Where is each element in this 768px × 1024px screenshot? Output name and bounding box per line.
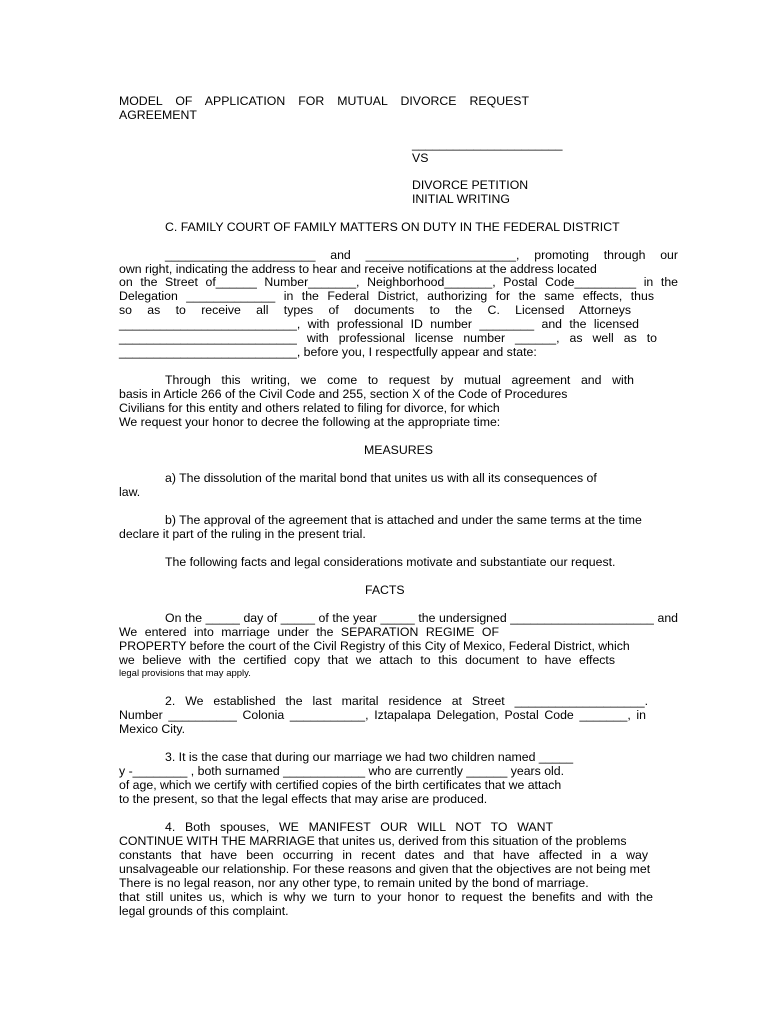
request-line: basis in Article 266 of the Civil Code and 255, section X of the Code of Procedures [119,387,568,401]
fact-1-line: we believe with the certified copy that we attach to this document to have effects [119,653,615,667]
motivation-line: The following facts and legal considerations motivate and substantiate our request. [165,555,616,569]
document-title-line-1: MODEL OF APPLICATION FOR MUTUAL DIVORCE REQUEST [119,94,529,108]
document-title-line-2: AGREEMENT [119,108,197,122]
fact-4-line: unsalvageable our relationship. For these reasons and given that the objectives are not being met [119,862,651,876]
fact-2-line: Mexico City. [119,722,186,736]
request-line: We request your honor to decree the following at the appropriate time: [119,415,501,429]
intro-line: own right, indicating the address to hear and receive notifications at the address located [119,262,597,276]
intro-line: Delegation _____________ in the Federal District, authorizing for the same effects, thus [119,289,654,303]
petition-type: DIVORCE PETITION [412,178,529,192]
fact-3-line: 3. It is the case that during our marriage we had two children named _____ [165,750,574,764]
fact-2-line: Number __________ Colonia ___________, Iztapalapa Delegation, Postal Code _______, in [119,708,646,722]
fact-4-line: CONTINUE WITH THE MARRIAGE that unites us, derived from this situation of the problems [119,834,627,848]
measure-a-line: a) The dissolution of the marital bond that unites us with all its consequences of [165,471,597,485]
request-line: Civilians for this entity and others related to filing for divorce, for which [119,401,500,415]
fact-4-line: legal grounds of this complaint. [119,904,289,918]
fact-4-line: There is no legal reason, nor any other type, to remain united by the bond of marriage. [119,876,589,890]
vs-label: VS [412,151,429,165]
fact-1-line: PROPERTY before the court of the Civil Registry of this City of Mexico, Federal District, which [119,639,630,653]
facts-heading: FACTS [365,583,405,597]
intro-line: on the Street of______ Number_______, Neighborhood_______, Postal Code_________ in the [119,275,678,289]
fact-4-line: 4. Both spouses, WE MANIFEST OUR WILL NOT TO WANT [165,820,553,834]
court-heading: C. FAMILY COURT OF FAMILY MATTERS ON DUTY IN THE FEDERAL DISTRICT [165,220,620,234]
request-line: Through this writing, we come to request by mutual agreement and with [165,373,634,387]
fact-4-line: constants that have been occurring in recent dates and that have affected in a way [119,848,648,862]
fact-3-line: to the present, so that the legal effects that may arise are produced. [119,792,488,806]
intro-line: __________________________, before you, I respectfully appear and state: [119,345,537,359]
intro-line: __________________________ with professional license number ______, as well as to [119,331,657,345]
fact-3-line: of age, which we certify with certified copies of the birth certificates that we attach [119,778,562,792]
writing-type: INITIAL WRITING [412,192,510,206]
fact-4-line: that still unites us, which is why we turn to your honor to request the benefits and with the [119,890,653,904]
intro-line: __________________________, with professional ID number ________ and the licensed [119,317,639,331]
measure-a-line: law. [119,485,141,499]
fact-1-line: legal provisions that may apply. [119,668,251,679]
measures-heading: MEASURES [364,443,434,457]
fact-1-line: On the _____ day of _____ of the year _____ the undersigned _____________________ and [165,611,678,625]
party-blank-line: ______________________ [412,137,563,151]
fact-2-line: 2. We established the last marital residence at Street ___________________. [165,694,648,708]
measure-b-line: b) The approval of the agreement that is attached and under the same terms at the time [165,513,642,527]
intro-line: ______________________ and ______________________, promoting through our [165,248,678,262]
fact-1-line: We entered into marriage under the SEPARATION REGIME OF [119,625,499,639]
intro-line: so as to receive all types of documents to the C. Licensed Attorneys [119,303,631,317]
fact-3-line: y -________ , both surnamed ____________ who are currently ______ years old. [119,764,565,778]
measure-b-line: declare it part of the ruling in the present trial. [119,527,366,541]
